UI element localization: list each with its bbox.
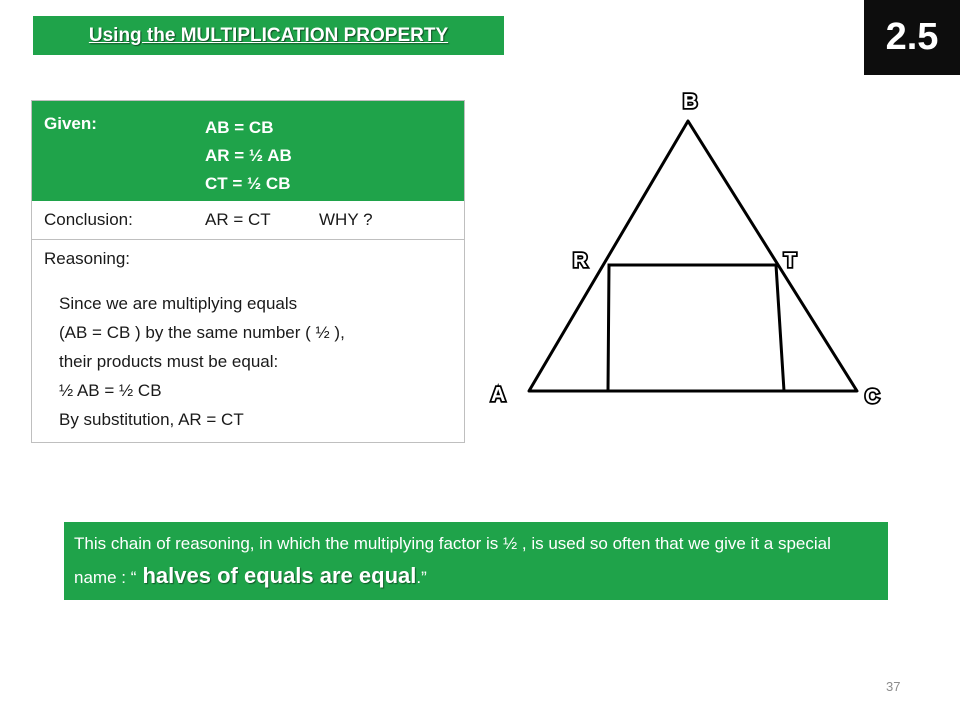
why-question: WHY ? xyxy=(319,210,373,229)
section-badge: 2.5 xyxy=(864,0,960,75)
given-line: AR = ½ AB xyxy=(205,146,292,165)
vertex-labels xyxy=(491,91,879,408)
summary-note xyxy=(64,522,888,600)
conclusion-label: Conclusion: xyxy=(44,210,133,229)
note-highlight: halves of equals are equal xyxy=(136,563,417,588)
note-end: .” xyxy=(416,568,427,587)
note-text: This chain of reasoning, in which the multiplying factor is ½ , is used so often that we give it a special name : “ xyxy=(74,534,831,587)
conclusion-value: AR = CT xyxy=(205,210,271,229)
reasoning-line: Since we are multiplying equals xyxy=(59,294,298,313)
reasoning-line: (AB = CB ) by the same number ( ½ ), xyxy=(59,323,345,342)
inscribed-quadrilateral xyxy=(608,265,784,391)
vertex-label-a: A xyxy=(491,384,506,406)
vertex-label-t: T xyxy=(784,250,797,272)
given-line: CT = ½ CB xyxy=(205,174,291,193)
reasoning-label: Reasoning: xyxy=(44,249,131,268)
reasoning-line: their products must be equal: xyxy=(59,352,279,371)
reasoning-line: ½ AB = ½ CB xyxy=(59,381,162,400)
slide-title: Using the MULTIPLICATION PROPERTY xyxy=(33,16,504,55)
vertex-label-c: C xyxy=(865,386,880,408)
given-line: AB = CB xyxy=(205,118,274,137)
page-number: 37 xyxy=(886,679,901,694)
vertex-label-r: R xyxy=(573,250,588,272)
given-label: Given: xyxy=(44,114,97,133)
reasoning-line: By substitution, AR = CT xyxy=(59,410,244,429)
vertex-label-b: B xyxy=(683,91,698,113)
